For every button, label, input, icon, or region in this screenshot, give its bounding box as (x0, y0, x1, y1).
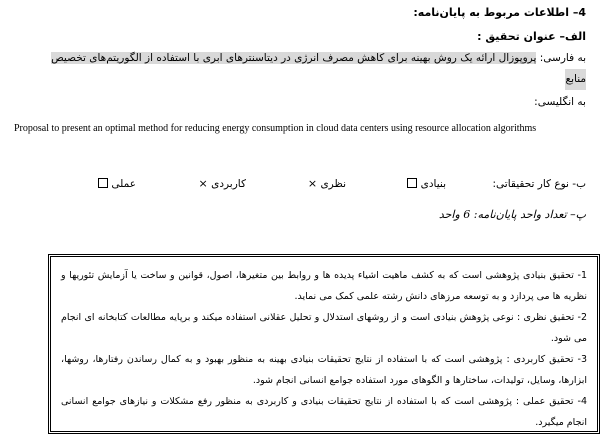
definition-theoretical: 2- تحقیق نظری : نوعی پژوهش بنیادی است و از روشهای استدلال و تحلیل عقلانی استفاده میکند و برپایه مطالعات کتابخانه ای انجام می شود. (61, 312, 587, 344)
practical-checkbox[interactable] (98, 178, 108, 188)
definition-practical: 4- تحقیق عملی : پژوهشی است که با استفاده از نتایج تحقیقات بنیادی و کاربردی به منظور رفع مشکلات و نیازهای جوامع انسانی انجام میگیرد. (61, 396, 587, 428)
thesis-unit-count: پ– تعداد واحد پایان‌نامه: 6 واحد (438, 208, 586, 221)
persian-title-label: به فارسی: (536, 52, 586, 64)
english-title-text: Proposal to present an optimal method for reducing energy consumption in cloud data centers using resource allocation algorithms (14, 123, 537, 134)
section-heading: 4– اطلاعات مربوط به پایان‌نامه: (413, 6, 586, 19)
english-title-label: به انگلیسی: (534, 96, 586, 108)
option-theoretical-label: نظری (320, 178, 346, 190)
option-applied[interactable] (199, 178, 246, 190)
applied-check-mark[interactable]: × (198, 177, 208, 190)
option-fundamental[interactable] (407, 178, 446, 190)
definition-applied: 3- تحقیق کاربردی : پژوهشی است که با استفاده از نتایج تحقیقات بنیادی بهینه به منظور بهبود و به کمال رساندن رفتارها، روشها، ابزارها، وسایل، تولیدات، ساختارها و الگوهای مورد استفاده جوامع انسانی انجام شود. (61, 354, 587, 386)
research-type-row (14, 178, 586, 196)
option-applied-label: کاربردی (211, 178, 246, 190)
persian-title-continuation: منابع (565, 69, 586, 90)
research-type-label: ب- نوع کار تحقیقاتی: (492, 178, 586, 190)
option-practical[interactable] (98, 178, 136, 190)
definitions-box (48, 254, 600, 434)
persian-title-block (10, 48, 586, 90)
definition-fundamental: 1- تحقیق بنیادی پژوهشی است که به کشف ماهیت اشیاء پدیده ها و روابط بین متغیرها، اصول، قوانین و ساخت یا آزمایش تئوریها و نظریه ها می پردازد و به توسعه مرزهای دانش رشته علمی کمک می نماید. (61, 270, 587, 302)
persian-title-text: پروپوزال ارائه یک روش بهینه برای کاهش مصرف انرژی در دیتاسنترهای ابری با استفاده از الگوریتم‌های تخصیص (51, 52, 537, 64)
theoretical-check-mark[interactable]: × (307, 177, 318, 190)
research-title-heading: الف– عنوان تحقیق : (477, 30, 586, 43)
option-theoretical[interactable] (308, 178, 346, 190)
option-fundamental-label: بنیادی (420, 178, 446, 190)
option-practical-label: عملی (111, 178, 136, 190)
fundamental-checkbox[interactable] (407, 178, 417, 188)
